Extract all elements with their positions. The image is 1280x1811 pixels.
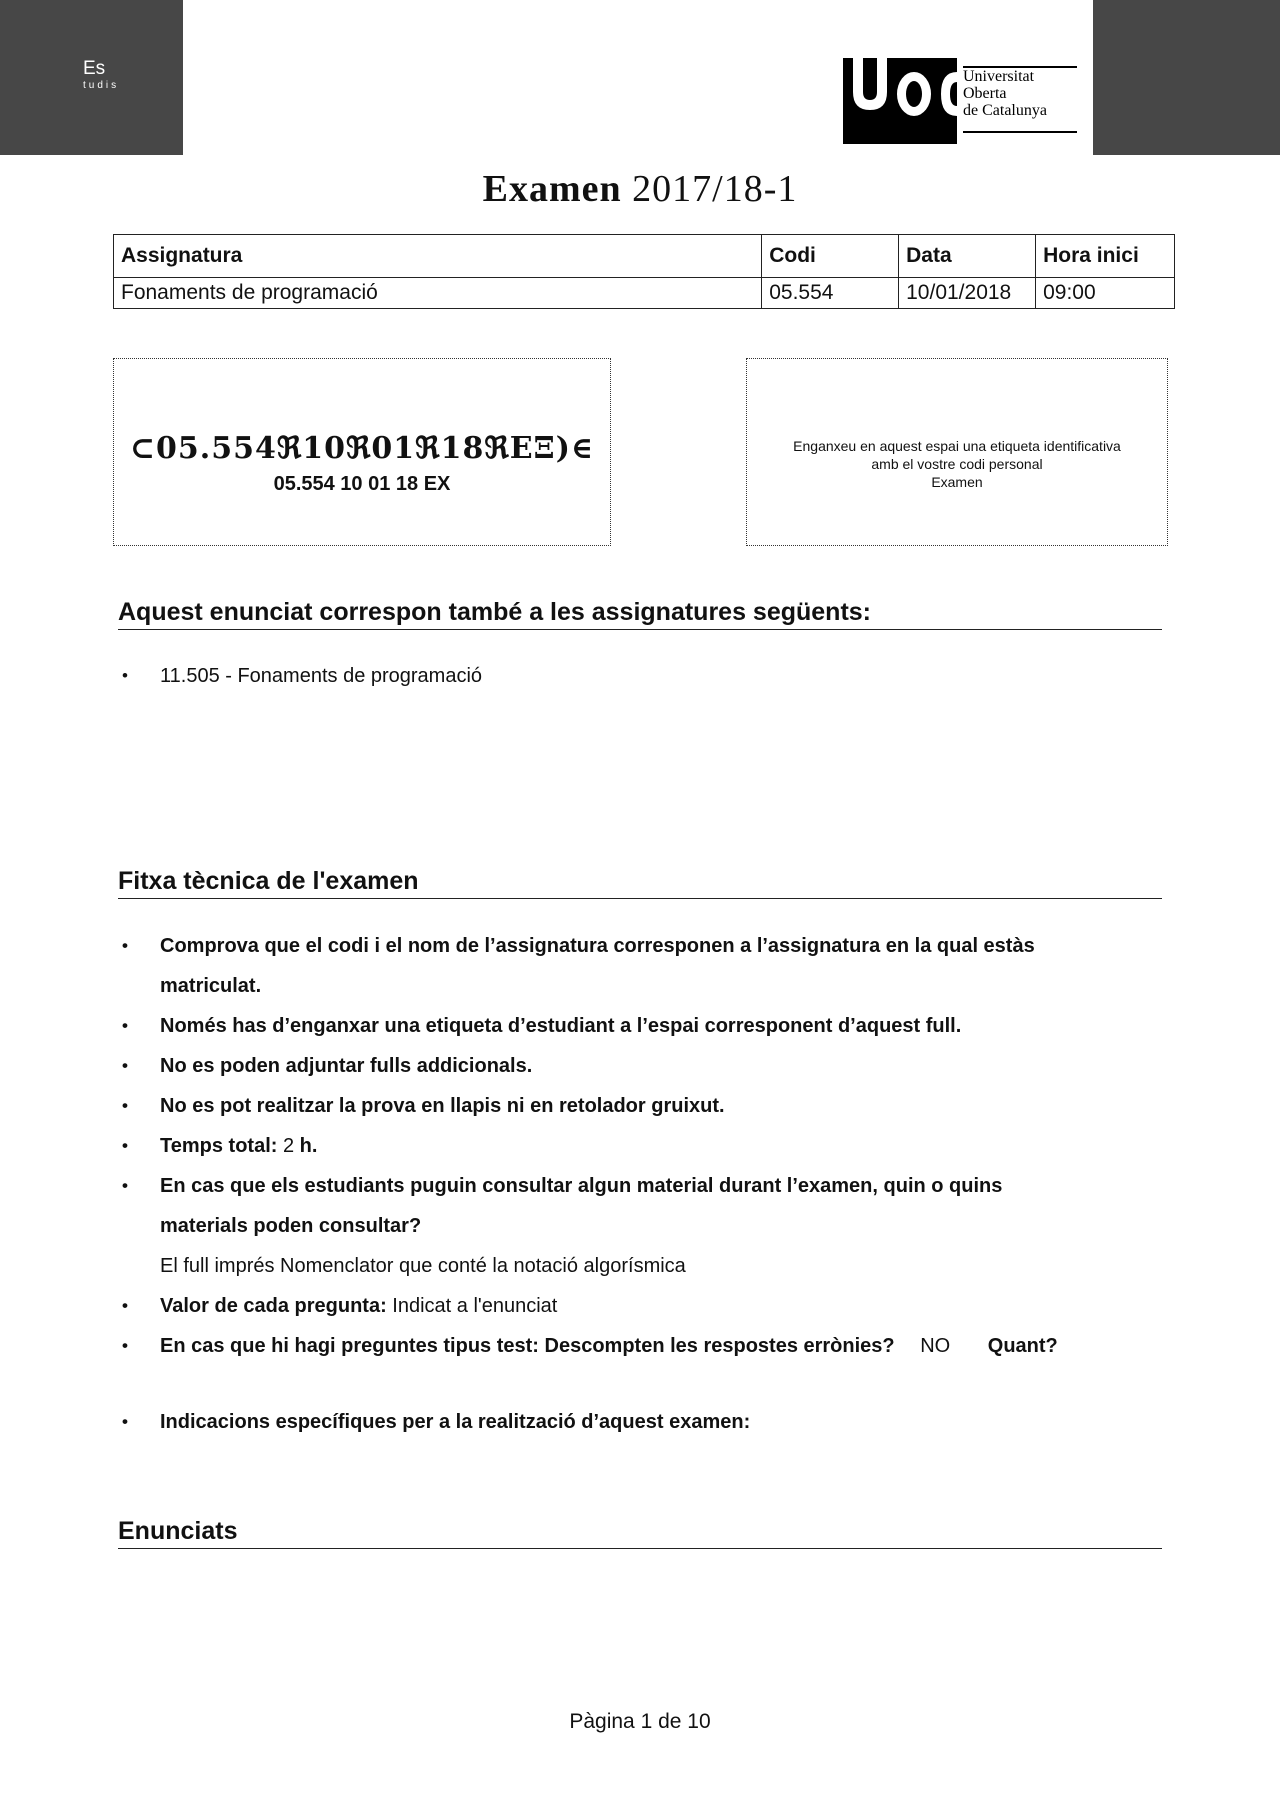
start-time-cell: 09:00 bbox=[1036, 278, 1175, 309]
exam-title-year: 2017/18-1 bbox=[632, 168, 798, 210]
question-value: Indicat a l'enunciat bbox=[392, 1295, 558, 1317]
subject-table bbox=[113, 234, 1175, 309]
related-subjects-heading: Aquest enunciat correspon també a les assignatures següents: bbox=[118, 598, 1162, 630]
exam-title bbox=[0, 167, 1280, 211]
technical-item-materials: • En cas que els estudiants puguin consultar algun material durant l’examen, quin o quins materials poden consultar? bbox=[160, 1166, 1140, 1246]
page-footer: Pàgina 1 de 10 bbox=[569, 1710, 711, 1733]
header-right-band bbox=[1093, 0, 1280, 155]
technical-item-label: • Només has d’enganxar una etiqueta d’estudiant a l’espai corresponent d’aquest full. bbox=[160, 1006, 1140, 1046]
subject-table-header: Data bbox=[899, 235, 1036, 278]
technical-sheet-list bbox=[160, 926, 1140, 1442]
header-left-subtext: tudis bbox=[83, 80, 120, 91]
technical-item-test-penalty: • En cas que hi hagi preguntes tipus test: Descompten les respostes errònies? NO Quant? bbox=[160, 1326, 1140, 1366]
technical-item-question-value: • Valor de cada pregunta: Indicat a l'enunciat bbox=[160, 1286, 1140, 1326]
label-line-3: Examen bbox=[931, 474, 983, 490]
label-line-2: amb el vostre codi personal bbox=[871, 456, 1043, 472]
logo-text-line-3: de Catalunya bbox=[963, 102, 1047, 119]
logo-text-line-2: Oberta bbox=[963, 85, 1007, 102]
subject-table-header: Assignatura bbox=[114, 235, 762, 278]
barcode-glyphs: ⊂05.554ℜ10ℜ01ℜ18ℜEΞ)∈ bbox=[129, 431, 595, 466]
related-subjects-list bbox=[160, 656, 1140, 696]
total-time-value: 2 bbox=[282, 1135, 295, 1157]
technical-item-no-pencil: • No es pot realitzar la prova en llapis ni en retolador gruixut. bbox=[160, 1086, 1140, 1126]
subject-name-cell: Fonaments de programació bbox=[114, 278, 762, 309]
materials-answer: El full imprés Nomenclator que conté la notació algorísmica bbox=[160, 1255, 686, 1277]
subject-table-row bbox=[114, 278, 1175, 309]
subject-table-header: Codi bbox=[762, 235, 899, 278]
technical-item-specific-instructions: • Indicacions específiques per a la realització d’aquest examen: bbox=[160, 1402, 1140, 1442]
uoc-logo bbox=[843, 58, 1077, 148]
barcode-box bbox=[113, 358, 611, 546]
subject-code-cell: 05.554 bbox=[762, 278, 899, 309]
technical-item-total-time: • Temps total: 2 h. bbox=[160, 1126, 1140, 1166]
subject-table-header-row bbox=[114, 235, 1175, 278]
label-line-1: Enganxeu en aquest espai una etiqueta identificativa bbox=[793, 438, 1121, 454]
technical-item-check-code: • Comprova que el codi i el nom de l’assignatura corresponen a l’assignatura en la qual estàs matriculat. bbox=[160, 926, 1140, 1006]
barcode-code: 05.554 10 01 18 EX bbox=[273, 473, 451, 495]
header-left-band bbox=[0, 0, 183, 155]
test-penalty-value: NO bbox=[920, 1335, 951, 1357]
technical-sheet-heading: Fitxa tècnica de l'examen bbox=[118, 867, 1162, 899]
related-subject-item: • 11.505 - Fonaments de programació bbox=[160, 656, 1140, 696]
subject-table-header: Hora inici bbox=[1036, 235, 1175, 278]
technical-item-no-extra-sheets: • No es poden adjuntar fulls addicionals. bbox=[160, 1046, 1140, 1086]
logo-rule-bottom bbox=[963, 131, 1077, 133]
student-label-box bbox=[746, 358, 1168, 546]
logo-text-line-1: Universitat bbox=[963, 68, 1035, 85]
exam-title-main: Examen bbox=[482, 168, 622, 210]
header-left-text: Es bbox=[83, 58, 106, 79]
test-penalty-quant: Quant? bbox=[987, 1335, 1058, 1357]
student-label-instructions bbox=[747, 437, 1167, 491]
statements-heading: Enunciats bbox=[118, 1517, 1162, 1549]
exam-date-cell: 10/01/2018 bbox=[899, 278, 1036, 309]
uoc-logo-mark bbox=[843, 58, 957, 144]
